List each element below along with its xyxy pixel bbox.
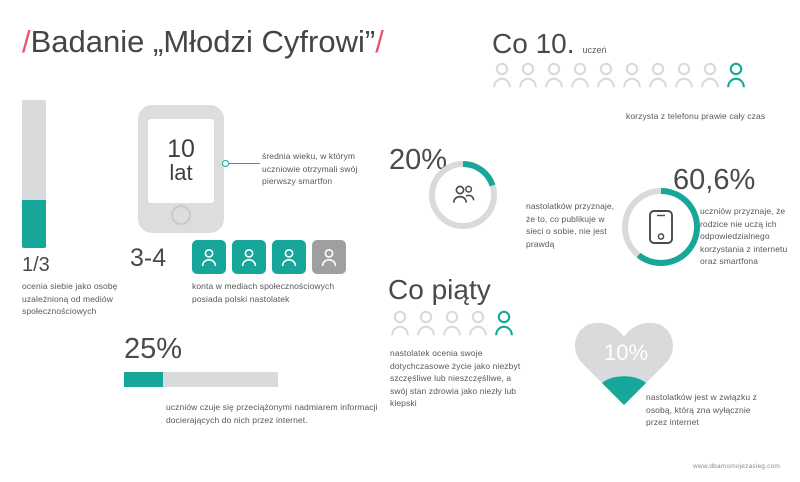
third-bar-track (22, 100, 46, 248)
accounts-icon-row (192, 240, 346, 274)
title-slash-left: / (22, 24, 31, 59)
fake-caption: nastolatków przyznaje, że to, co publikuje w sieci o sobie, nie jest prawdą (526, 201, 615, 249)
overload-caption: uczniów czuje się przeciążonymi nadmiarem informacji docierających do nich przez internet. (166, 402, 378, 425)
title-slash-right: / (375, 24, 384, 59)
person-icon (518, 62, 538, 88)
person-icon (442, 310, 462, 336)
phone-age-number: 10 (167, 135, 195, 163)
fifth-people-row (390, 310, 514, 336)
co10-people-row (492, 62, 746, 88)
person-icon-highlighted (726, 62, 746, 88)
group-icon (427, 159, 499, 231)
person-icon (622, 62, 642, 88)
parents-caption: uczniów przyznaje, że rodzice nie uczą ich odpowiedzialnego korzystania z internetu oraz smartfona (700, 206, 788, 266)
person-icon (544, 62, 564, 88)
person-icon (570, 62, 590, 88)
person-icon (674, 62, 694, 88)
phone-age-unit: lat (169, 160, 193, 185)
home-button-icon (171, 205, 191, 225)
overload-value: 25% (124, 333, 183, 365)
smartphone-icon (620, 186, 702, 268)
account-person-icon (192, 240, 226, 274)
co10-subject: uczeń (582, 45, 607, 55)
leader-dot-icon (222, 160, 229, 167)
footer-credit: www.dbamomojezasieg.com (693, 463, 780, 470)
parents-value: 60,6% (673, 164, 756, 196)
smartphone-screen (148, 119, 214, 203)
co10-headline-group (492, 28, 607, 60)
fifth-headline: Co piąty (388, 274, 491, 305)
co10-caption: korzysta z telefonu prawie cały czas (626, 111, 766, 121)
title-text: Badanie „Młodzi Cyfrowi” (30, 24, 376, 59)
fifth-caption: nastolatek ocenia swoje dotychczasowe życie jako niezbyt szczęśliwe lub nieszczęśliwe, a swój stan zdrowia jako niezły lub kiepski (390, 348, 521, 408)
accounts-caption: konta w mediach społecznościowych posiada polski nastolatek (192, 281, 335, 304)
person-icon (700, 62, 720, 88)
phone-age-caption: średnia wieku, w którym uczniowie otrzymali swój pierwszy smartfon (262, 151, 358, 186)
parents-donut-chart (620, 186, 702, 268)
accounts-value: 3-4 (130, 244, 167, 272)
page-title (22, 24, 384, 60)
account-person-icon-inactive (312, 240, 346, 274)
co10-headline: Co 10. (492, 28, 575, 59)
person-icon (492, 62, 512, 88)
leader-line (224, 163, 260, 164)
person-icon (416, 310, 436, 336)
overload-bar-fill (124, 372, 163, 387)
third-value: 1/3 (22, 254, 50, 276)
relationship-caption: nastolatków jest w związku z osobą, którą zna wyłącznie przez internet (646, 392, 757, 427)
fake-value: 20% (389, 144, 448, 176)
smartphone-graphic (138, 105, 224, 233)
overload-bar-track (124, 372, 278, 387)
third-caption: ocenia siebie jako osobę uzależnioną od mediów społecznościowych (22, 281, 118, 316)
person-icon (596, 62, 616, 88)
third-bar-fill (22, 200, 46, 248)
fake-donut-chart (427, 159, 499, 231)
person-icon (648, 62, 668, 88)
relationship-value: 10% (604, 340, 649, 365)
account-person-icon (232, 240, 266, 274)
account-person-icon (272, 240, 306, 274)
person-icon-highlighted (494, 310, 514, 336)
person-icon (390, 310, 410, 336)
person-icon (468, 310, 488, 336)
